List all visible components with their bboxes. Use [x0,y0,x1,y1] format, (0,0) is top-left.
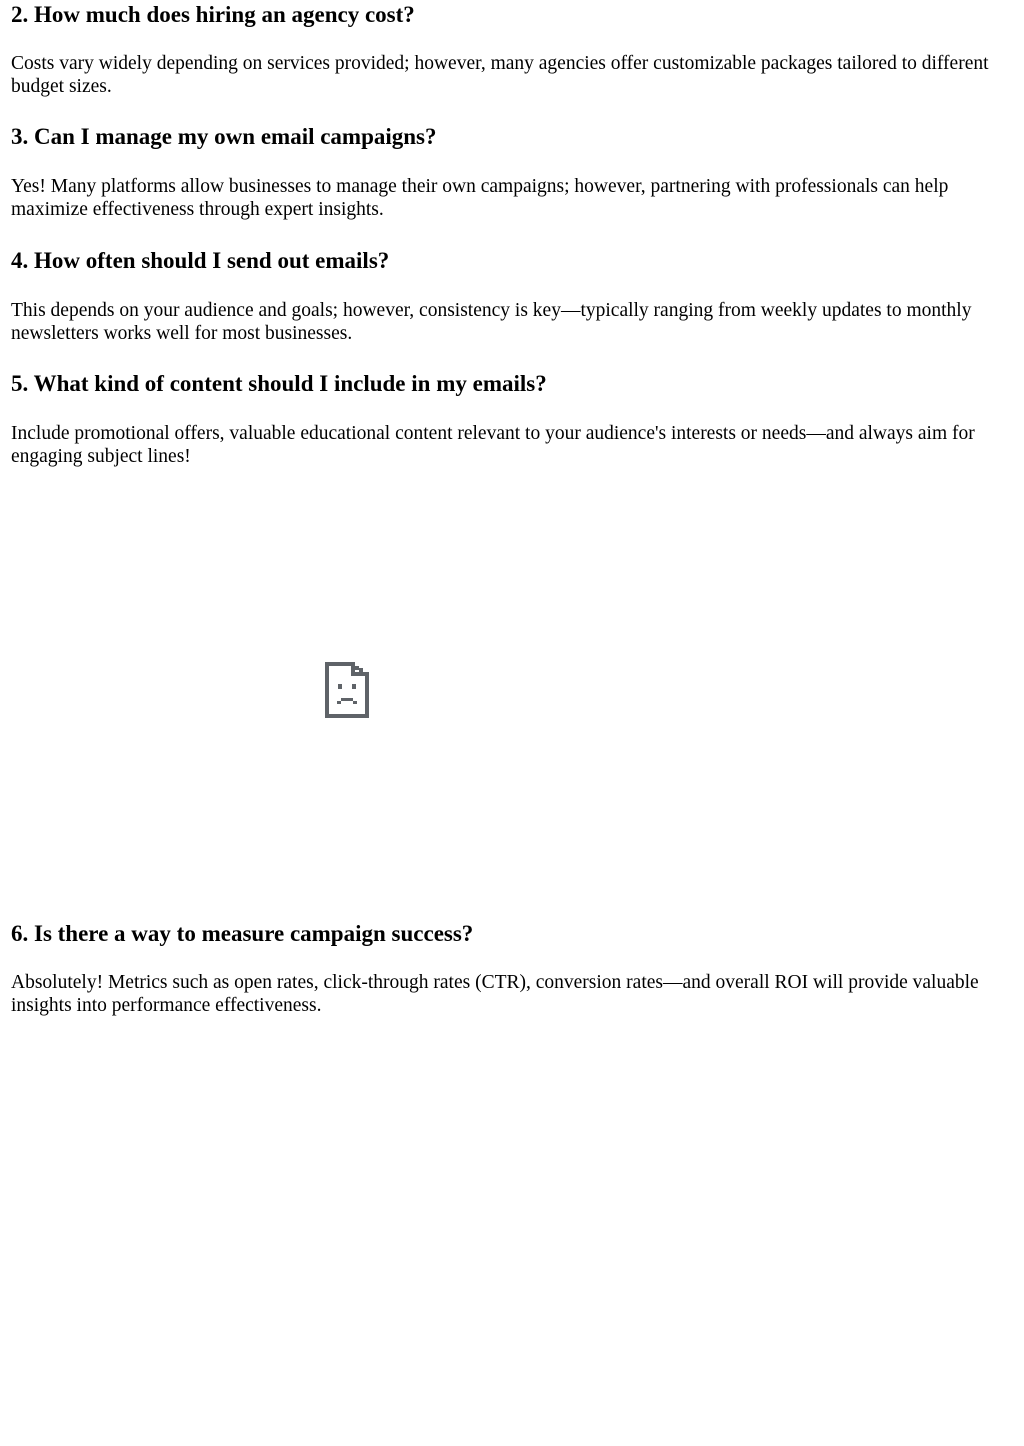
broken-document-icon [325,662,369,718]
faq-answer-6: Absolutely! Metrics such as open rates, click-through rates (CTR), conversion rates—and overall ROI will provide valuable insights into performance effectiveness. [11,972,979,1016]
embedded-frame[interactable] [11,482,681,892]
faq-question-3: 3. Can I manage my own email campaigns? [11,124,437,149]
faq-question-6: 6. Is there a way to measure campaign success? [11,921,474,946]
faq-answer-5: Include promotional offers, valuable educational content relevant to your audience's interests or needs—and always aim for engaging subject lines! [11,423,975,467]
faq-answer-4: This depends on your audience and goals; however, consistency is key—typically ranging from weekly updates to monthly newsletters works well for most businesses. [11,300,972,344]
faq-question-5: 5. What kind of content should I include in my emails? [11,371,547,396]
faq-answer-3: Yes! Many platforms allow businesses to manage their own campaigns; however, partnering with professionals can help maximize effectiveness through expert insights. [11,176,949,220]
faq-question-2: 2. How much does hiring an agency cost? [11,2,415,27]
faq-answer-2: Costs vary widely depending on services provided; however, many agencies offer customizable packages tailored to different budget sizes. [11,53,989,97]
faq-question-4: 4. How often should I send out emails? [11,248,390,273]
